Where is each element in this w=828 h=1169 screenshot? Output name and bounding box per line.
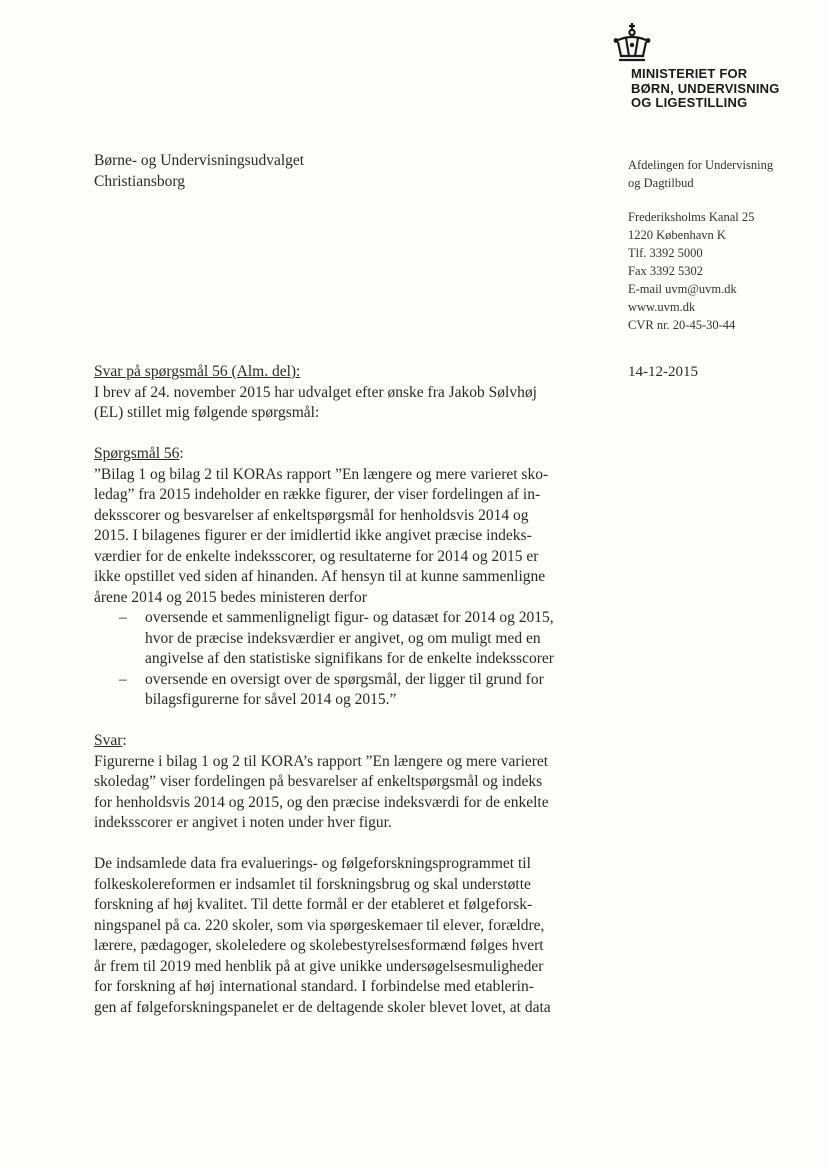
- paragraph-line: for forskning af høj international standard. I forbindelse med etablerin-: [94, 978, 534, 995]
- sender-sidebar: [628, 156, 773, 334]
- answer-colon: :: [122, 732, 127, 749]
- department-line: og Dagtilbud: [628, 176, 694, 190]
- recipient-line: Christiansborg: [94, 173, 185, 190]
- paragraph-line: De indsamlede data fra evaluerings- og følgeforskningsprogrammet til: [94, 855, 531, 872]
- question-label: Spørgsmål 56: [94, 445, 180, 462]
- question-line: ikke opstillet ved siden af hinanden. Af hensyn til at kunne sammenligne: [94, 568, 546, 585]
- bullet-line: bilagsfigurerne for såvel 2014 og 2015.”: [145, 691, 397, 708]
- answer-label: Svar: [94, 732, 123, 749]
- question-colon: :: [179, 445, 184, 462]
- question-bullets: [94, 608, 584, 711]
- paragraph-line: år frem til 2019 med henblik på at give unikke undersøgelsesmuligheder: [94, 957, 544, 975]
- phone-line: Tlf. 3392 5000: [628, 246, 703, 260]
- email-line: E-mail uvm@uvm.dk: [628, 282, 737, 296]
- question-line: deksscorer og besvarelser af enkeltspørgsmål for henholdsvis 2014 og: [94, 506, 529, 524]
- ministry-line: BØRN, UNDERVISNING: [631, 80, 780, 96]
- intro-line: (EL) stillet mig følgende spørgsmål:: [94, 404, 320, 421]
- question-line: ”Bilag 1 og bilag 2 til KORAs rapport ”En længere og mere varieret sko-: [94, 465, 549, 483]
- letter-heading: Svar på spørgsmål 56 (Alm. del):: [94, 363, 301, 380]
- cvr-line: CVR nr. 20-45-30-44: [628, 318, 736, 332]
- address-line: Frederiksholms Kanal 25: [628, 210, 755, 224]
- answer-heading: [94, 731, 584, 752]
- answer-text: [94, 752, 584, 834]
- ministry-line: OG LIGESTILLING: [631, 95, 748, 110]
- address-line: 1220 København K: [628, 228, 726, 242]
- bullet-dash: –: [119, 609, 127, 626]
- paragraph-line: folkeskolereformen er indsamlet til forskningsbrug og skal understøtte: [94, 875, 531, 893]
- bullet-line: hvor de præcise indeksværdier er angivet, og om muligt med en: [145, 629, 541, 647]
- department-line: Afdelingen for Undervisning: [628, 158, 774, 172]
- bullet-dash: –: [119, 670, 127, 688]
- question-text: [94, 465, 584, 609]
- bullet-item: [94, 608, 584, 670]
- question-line: værdier for de enkelte indeksscorer, og resultaterne for 2014 og 2015 er: [94, 547, 539, 565]
- paragraph-line: lærere, pædagoger, skoleledere og skolebestyrelsesformænd følges hvert: [94, 937, 544, 954]
- crown-logo-icon: [612, 22, 652, 64]
- answer-line: for henholdsvis 2014 og 2015, og den præcise indeksværdi for de enkelte: [94, 793, 549, 811]
- answer-line: skoledag” viser fordelingen på besvarelser af enkeltspørgsmål og indeks: [94, 773, 543, 790]
- question-line: 2015. I bilagenes figurer er der imidlertid ikke angivet præcise indeks-: [94, 527, 532, 544]
- bullet-line: oversende en oversigt over de spørgsmål, der ligger til grund for: [145, 670, 544, 688]
- ministry-name: [631, 67, 780, 111]
- data-paragraph: [94, 854, 584, 1018]
- intro-line: I brev af 24. november 2015 har udvalget efter ønske fra Jakob Sølvhøj: [94, 383, 537, 401]
- paragraph-line: forskning af høj kvalitet. Til dette formål er der etableret et følgeforsk-: [94, 896, 533, 913]
- paragraph-line: ningspanel på ca. 220 skoler, som via spørgeskemaer til elever, forældre,: [94, 916, 545, 934]
- fax-line: Fax 3392 5302: [628, 264, 703, 278]
- recipient-address: [94, 150, 304, 192]
- letter-date: 14-12-2015: [628, 364, 698, 380]
- paragraph-line: gen af følgeforskningspanelet er de deltagende skoler blevet lovet, at data: [94, 998, 551, 1016]
- website-line: www.uvm.dk: [628, 300, 696, 314]
- letter-body: [94, 362, 584, 1018]
- recipient-line: Børne- og Undervisningsudvalget: [94, 152, 305, 169]
- bullet-line: angivelse af den statistiske signifikans for de enkelte indeksscorer: [145, 650, 554, 667]
- bullet-item: [94, 670, 584, 711]
- intro-paragraph: [94, 383, 584, 424]
- answer-line: indeksscorer er angivet i noten under hver figur.: [94, 814, 392, 831]
- question-line: ledag” fra 2015 indeholder en række figurer, der viser fordelingen af in-: [94, 486, 541, 503]
- answer-line: Figurerne i bilag 1 og 2 til KORA’s rapport ”En længere og mere varieret: [94, 752, 549, 770]
- question-heading: [94, 444, 584, 465]
- question-line: årene 2014 og 2015 bedes ministeren derfor: [94, 588, 367, 606]
- ministry-line: MINISTERIET FOR: [631, 66, 748, 81]
- bullet-line: oversende et sammenligneligt figur- og datasæt for 2014 og 2015,: [145, 609, 554, 626]
